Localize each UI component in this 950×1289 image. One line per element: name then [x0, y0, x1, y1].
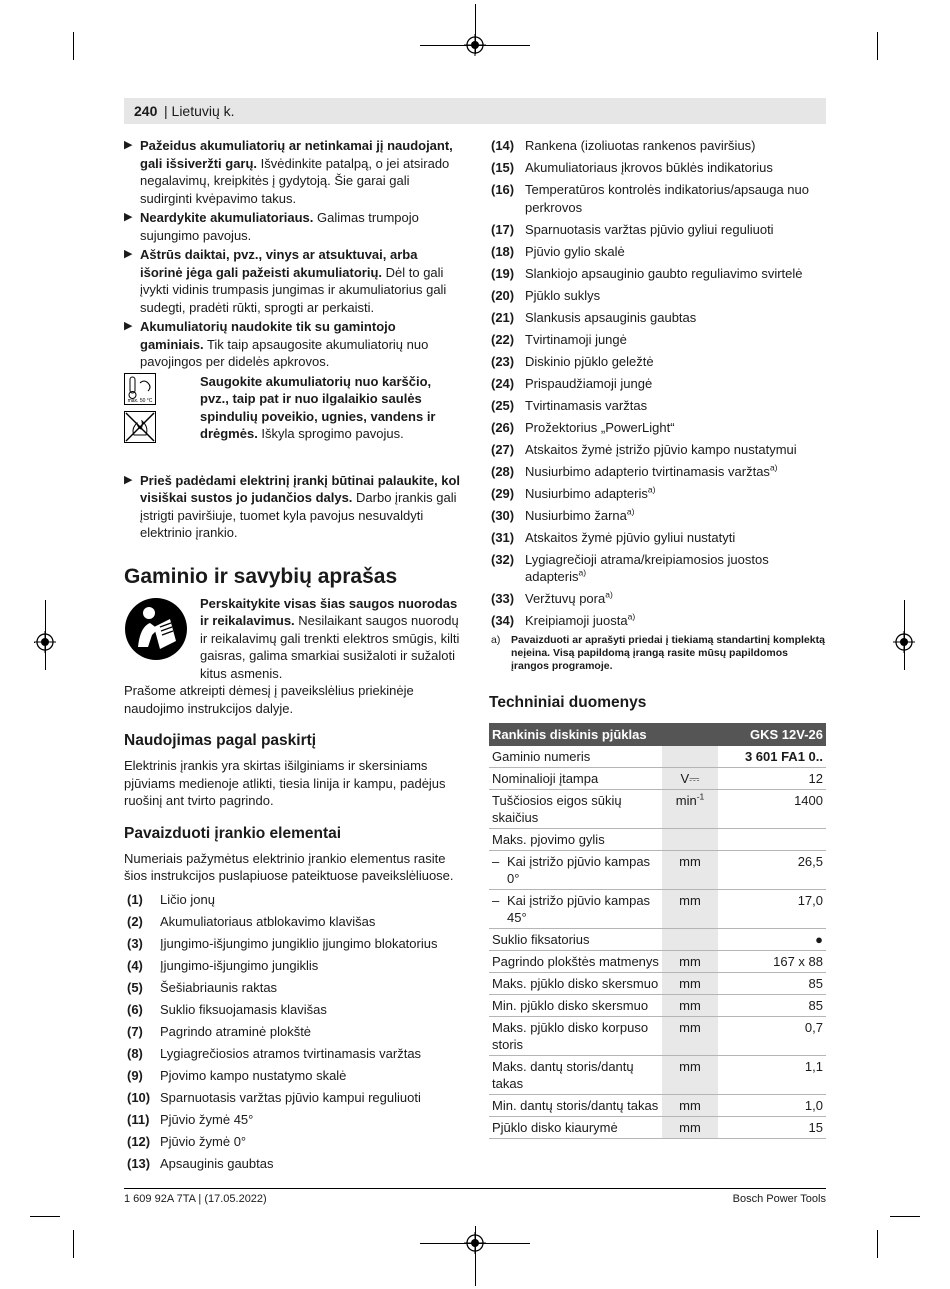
item-label: Prispaudžiamoji jungė	[525, 375, 653, 391]
item-number: (19)	[491, 265, 515, 281]
table-header-model: GKS 12V-26	[718, 723, 826, 746]
spec-unit: mm	[662, 973, 718, 995]
item-number: (25)	[491, 397, 515, 413]
spec-unit: mm	[662, 995, 718, 1017]
spec-unit: mm	[662, 1056, 718, 1095]
list-item	[489, 612, 826, 630]
item-number: (23)	[491, 353, 515, 369]
item-label: Nusiurbimo žarna	[525, 507, 627, 523]
item-label: Veržtuvų pora	[525, 591, 606, 606]
item-label: Diskinio pjūklo geležtė	[525, 353, 654, 369]
footnote-ref: a)	[605, 589, 613, 600]
crop-mark	[73, 32, 74, 60]
read-instructions-warning	[124, 595, 462, 683]
list-item	[489, 397, 826, 415]
spec-value: 12	[718, 768, 826, 790]
list-item	[489, 243, 826, 261]
list-item	[489, 441, 826, 459]
left-column	[124, 137, 462, 1177]
item-number: (24)	[491, 375, 515, 391]
item-label: Pjūvio žymė 0°	[160, 1133, 247, 1149]
list-item	[489, 181, 826, 216]
item-label: Lygiagrečiosios atramos tvirtinamasis varžtas	[160, 1045, 422, 1061]
item-label: Tvirtinamasis varžtas	[525, 397, 648, 413]
list-item	[124, 1067, 462, 1085]
item-number: (17)	[491, 221, 515, 237]
item-label: Pjovimo kampo nustatymo skalė	[160, 1067, 347, 1083]
footer-brand: Bosch Power Tools	[732, 1193, 826, 1205]
safety-bullet: ▶ Akumuliatorių naudokite tik su gamintojo gaminiais. Tik taip apsaugosite akumuliatorių nuo pavojingos per didelės apkrovos.	[124, 319, 429, 369]
item-label: Temperatūros kontrolės indikatorius/apsauga nuo perkrovos	[525, 182, 810, 215]
item-number: (13)	[127, 1155, 151, 1171]
list-item	[124, 979, 462, 997]
tech-data-title: Techniniai duomenys	[489, 694, 647, 711]
table-row	[489, 973, 826, 995]
table-row	[489, 1056, 826, 1095]
safety-bullet: ▶ Prieš padėdami elektrinį įrankį būtinai palaukite, kol visiškai sustos jo judančios dalys. Darbo įrankis gali įstrigti paviršiuje, tuomet kyla pavojus nesuvaldyti elektrinio įrankio.	[124, 472, 461, 540]
spec-label: Maks. pjovimo gylis	[489, 829, 662, 851]
spec-value: 167 x 88	[718, 951, 826, 973]
right-column	[489, 137, 826, 1139]
thermometer-warning-icon	[124, 373, 156, 405]
spec-value: 1,1	[718, 1056, 826, 1095]
crop-mark	[877, 32, 878, 60]
item-number: (7)	[127, 1023, 143, 1039]
bullet-arrow-icon: ▶	[124, 320, 133, 332]
spec-unit: mm	[662, 851, 718, 890]
item-number: (28)	[491, 463, 515, 479]
item-number: (6)	[127, 1001, 143, 1017]
footnote-ref: a)	[626, 506, 635, 517]
spec-value: 26,5	[718, 851, 826, 890]
item-number: (5)	[127, 979, 143, 995]
spec-value: 1,0	[718, 1095, 826, 1117]
item-number: (8)	[127, 1045, 143, 1061]
item-number: (34)	[491, 613, 515, 628]
dash-bullet: –	[492, 893, 500, 908]
heat-warning-text: Saugokite akumuliatorių nuo karščio, pvz., taip pat ir nuo ilgalaikio saulės spindulių poveikio, ugnies, vandens ir drėgmės. Iškyla sprogimo pavojus.	[200, 373, 436, 441]
item-number: (3)	[127, 935, 143, 951]
item-number: (18)	[491, 243, 515, 259]
item-number: (20)	[491, 287, 515, 303]
components-intro: Numeriais pažymėtus elektrinio įrankio elementus rasite šios instrukcijos puslapiuose pateiktuose paveikslėliuose.	[124, 850, 454, 883]
spec-value: 15	[718, 1117, 826, 1139]
spec-unit: mm	[662, 1017, 718, 1056]
list-item	[489, 265, 826, 283]
intended-use-title: Naudojimas pagal paskirtį	[124, 732, 317, 749]
header-language: | Lietuvių k.	[164, 103, 235, 119]
spec-value: 85	[718, 995, 826, 1017]
spec-unit	[662, 746, 718, 768]
spec-unit: mm	[662, 890, 718, 929]
spec-label: Maks. pjūklo disko skersmuo	[489, 973, 662, 995]
item-label: Sparnuotasis varžtas pjūvio kampui reguliuoti	[160, 1089, 421, 1105]
page-number: 240	[134, 103, 158, 119]
table-row	[489, 951, 826, 973]
list-item	[124, 913, 462, 931]
safety-bullet: ▶ Neardykite akumuliatoriaus. Galimas trumpojo sujungimo pavojus.	[124, 210, 419, 243]
list-item	[124, 1111, 462, 1129]
table-row	[489, 746, 826, 768]
item-number: (4)	[127, 957, 143, 973]
list-item	[124, 935, 462, 953]
list-item	[489, 551, 826, 586]
table-row	[489, 1117, 826, 1139]
footnote-ref: a)	[627, 611, 636, 622]
item-number: (22)	[491, 331, 515, 347]
spec-label: Nominalioji įtampa	[489, 768, 662, 790]
read-manual-icon	[124, 597, 188, 661]
spec-label: Pagrindo plokštės matmenys	[489, 951, 662, 973]
item-label: Pjūklo suklys	[525, 287, 601, 303]
item-number: (31)	[491, 529, 515, 545]
item-label: Ličio jonų	[160, 891, 215, 907]
components-title: Pavaizduoti įrankio elementai	[124, 824, 342, 842]
table-row	[489, 851, 826, 890]
footnote: a) Pavaizduoti ar aprašyti priedai į tiekiamą standartinį komplektą neįeina. Visą papildomą įrangą rasite mūsų papildomos įrangos programoje.	[491, 634, 825, 672]
spec-value: 85	[718, 973, 826, 995]
item-label: Lygiagrečioji atrama/kreipiamosios juostos adapteris	[525, 551, 769, 584]
item-number: (9)	[127, 1067, 143, 1083]
item-label: Šešiabriaunis raktas	[160, 979, 278, 995]
item-number: (30)	[491, 507, 515, 523]
item-label: Atskaitos žymė įstrižo pjūvio kampo nustatymui	[525, 441, 797, 457]
spec-value: 1400	[718, 790, 826, 829]
item-number: (1)	[127, 891, 143, 907]
item-label: Nusiurbimo adapteris	[525, 485, 648, 501]
item-label: Įjungimo-išjungimo jungiklis	[160, 957, 319, 973]
spec-label: – Kai įstrižo pjūvio kampas 45°	[489, 890, 662, 929]
section-title: Gaminio ir savybių aprašas	[124, 564, 398, 588]
spec-label: Maks. pjūklo disko korpuso storis	[489, 1017, 662, 1056]
safety-bullet: ▶ Aštrūs daiktai, pvz., vinys ar atsuktuvai, arba išorinė jėga gali pažeisti akumuliatorių. Dėl to gali įvykti vidinis trumpasis jungimas ir akumuliatorius gali sudegti, pradėti rūkti, sprogti ar perkaisti.	[124, 247, 447, 315]
list-item	[124, 1089, 462, 1107]
item-label: Kreipiamoji juosta	[525, 613, 628, 628]
component-list-right	[489, 137, 826, 630]
spec-label: Min. pjūklo disko skersmuo	[489, 995, 662, 1017]
item-label: Pjūvio gylio skalė	[525, 243, 625, 259]
item-label: Rankena (izoliuotas rankenos paviršius)	[525, 138, 756, 153]
item-number: (26)	[491, 419, 515, 435]
list-item	[124, 1001, 462, 1019]
item-label: Įjungimo-išjungimo jungiklio įjungimo blokatorius	[160, 935, 438, 951]
item-number: (21)	[491, 309, 515, 325]
table-row	[489, 995, 826, 1017]
bullet-arrow-icon: ▶	[124, 248, 133, 260]
list-item	[489, 159, 826, 177]
list-item	[489, 221, 826, 239]
spec-label: Pjūklo disko kiaurymė	[489, 1117, 662, 1139]
item-number: (33)	[491, 591, 515, 606]
table-row	[489, 929, 826, 951]
list-item	[489, 590, 826, 608]
item-label: Sparnuotasis varžtas pjūvio gyliui reguliuoti	[525, 221, 774, 237]
spec-unit: mm	[662, 1095, 718, 1117]
item-number: (10)	[127, 1089, 151, 1105]
item-label: Akumuliatoriaus atblokavimo klavišas	[160, 913, 376, 929]
component-list-left	[124, 891, 462, 1173]
item-number: (11)	[127, 1111, 150, 1127]
svg-text:max. 50 °C: max. 50 °C	[127, 397, 153, 404]
table-row	[489, 768, 826, 790]
footnote-ref: a)	[578, 567, 587, 578]
footer-rule	[124, 1188, 826, 1189]
spec-label: Tuščiosios eigos sūkių skaičius	[489, 790, 662, 829]
bullet-arrow-icon: ▶	[124, 139, 133, 151]
heat-warning	[124, 373, 462, 469]
spec-unit: mm	[662, 951, 718, 973]
spec-label: – Kai įstrižo pjūvio kampas 0°	[489, 851, 662, 890]
list-item	[124, 1155, 462, 1173]
registration-mark-icon	[464, 34, 486, 56]
item-label: Prožektorius „PowerLight“	[525, 419, 675, 435]
table-row	[489, 1095, 826, 1117]
tech-data-table	[489, 723, 826, 1139]
item-number: (32)	[491, 551, 515, 567]
spec-label: Min. dantų storis/dantų takas	[489, 1095, 662, 1117]
read-note: Prašome atkreipti dėmesį į paveikslėlius priekinėje naudojimo instrukcijos dalyje.	[124, 683, 414, 716]
crop-mark	[890, 1216, 920, 1217]
item-label: Apsauginis gaubtas	[160, 1155, 274, 1171]
spec-value: 0,7	[718, 1017, 826, 1056]
spec-value: 17,0	[718, 890, 826, 929]
footnote-ref: a)	[769, 462, 778, 473]
spec-label: Maks. dantų storis/dantų takas	[489, 1056, 662, 1095]
crop-mark	[73, 1230, 74, 1258]
list-item	[124, 1045, 462, 1063]
spec-unit: mm	[662, 1117, 718, 1139]
list-item	[489, 331, 826, 349]
list-item	[489, 529, 826, 547]
item-label: Nusiurbimo adapterio tvirtinamasis varžtas	[525, 463, 770, 479]
bullet-arrow-icon: ▶	[124, 473, 133, 486]
list-item	[489, 419, 826, 437]
footnote-ref: a)	[647, 484, 656, 495]
list-item	[489, 137, 826, 155]
list-item	[489, 287, 826, 305]
item-label: Pjūvio žymė 45°	[160, 1111, 254, 1127]
crop-mark	[30, 1216, 60, 1217]
table-row	[489, 829, 826, 851]
read-warning-text: Perskaitykite visas šias saugos nuorodas ir reikalavimus. Nesilaikant saugos nuorodų ir reikalavimų gali trenkti elektros smūgis, kilti gaisras, galima smarkiai susižaloti ir sužaloti kitus asmenis.	[200, 595, 460, 681]
list-item	[124, 957, 462, 975]
item-label: Suklio fiksuojamasis klavišas	[160, 1001, 327, 1017]
no-fire-water-icon	[124, 411, 156, 443]
item-number: (16)	[491, 182, 515, 197]
crop-mark	[45, 600, 46, 670]
list-item	[489, 463, 826, 481]
registration-mark-icon	[464, 1232, 486, 1254]
page-header	[124, 98, 826, 124]
item-label: Atskaitos žymė pjūvio gyliui nustatyti	[525, 529, 736, 545]
spec-unit	[662, 829, 718, 851]
list-item	[489, 353, 826, 371]
bullet-arrow-icon: ▶	[124, 211, 133, 223]
spec-value	[718, 829, 826, 851]
list-item	[489, 507, 826, 525]
list-item	[489, 485, 826, 503]
dash-bullet: –	[492, 854, 500, 869]
item-label: Pagrindo atraminė plokštė	[160, 1023, 312, 1039]
list-item	[124, 1133, 462, 1151]
table-header-label: Rankinis diskinis pjūklas	[489, 723, 718, 746]
item-number: (29)	[491, 485, 515, 501]
table-header-row	[489, 723, 826, 746]
spec-label: Gaminio numeris	[489, 746, 662, 768]
spec-value: ●	[718, 929, 826, 951]
item-number: (12)	[127, 1133, 151, 1149]
item-label: Akumuliatoriaus įkrovos būklės indikatorius	[525, 160, 773, 175]
item-number: (2)	[127, 913, 143, 929]
spec-unit	[662, 929, 718, 951]
spec-label: Suklio fiksatorius	[489, 929, 662, 951]
item-number: (14)	[491, 138, 515, 153]
list-item	[489, 375, 826, 393]
table-row	[489, 890, 826, 929]
safety-bullet: ▶ Pažeidus akumuliatorių ar netinkamai jį naudojant, gali išsiveržti garų. Išvėdinkite patalpą, o jei atsirado negalavimų, kreipkitės į gydytoją. Šie garai gali sudirginti kvėpavimo takus.	[124, 138, 453, 206]
item-number: (27)	[491, 441, 515, 457]
list-item	[124, 891, 462, 909]
table-row	[489, 1017, 826, 1056]
item-label: Slankusis apsauginis gaubtas	[525, 309, 697, 325]
spec-value: 3 601 FA1 0..	[718, 746, 826, 768]
spec-unit: $\min^{-1}$	[662, 790, 718, 829]
list-item	[124, 1023, 462, 1041]
list-item	[489, 309, 826, 327]
crop-mark	[904, 600, 905, 670]
item-label: Slankiojo apsauginio gaubto reguliavimo svirtelė	[525, 265, 803, 281]
item-number: (15)	[491, 160, 515, 175]
spec-unit: V⎓	[662, 768, 718, 790]
item-label: Tvirtinamoji jungė	[525, 331, 627, 347]
intended-use-text: Elektrinis įrankis yra skirtas išilginiams ir skersiniams pjūviams medienoje atlikti, tiesia linija ir kampu, padėjus ruošinį ant tvirto pagrindo.	[124, 758, 446, 808]
crop-mark	[877, 1230, 878, 1258]
footer-doc-number: 1 609 92A 7TA | (17.05.2022)	[124, 1193, 267, 1205]
table-row	[489, 790, 826, 829]
